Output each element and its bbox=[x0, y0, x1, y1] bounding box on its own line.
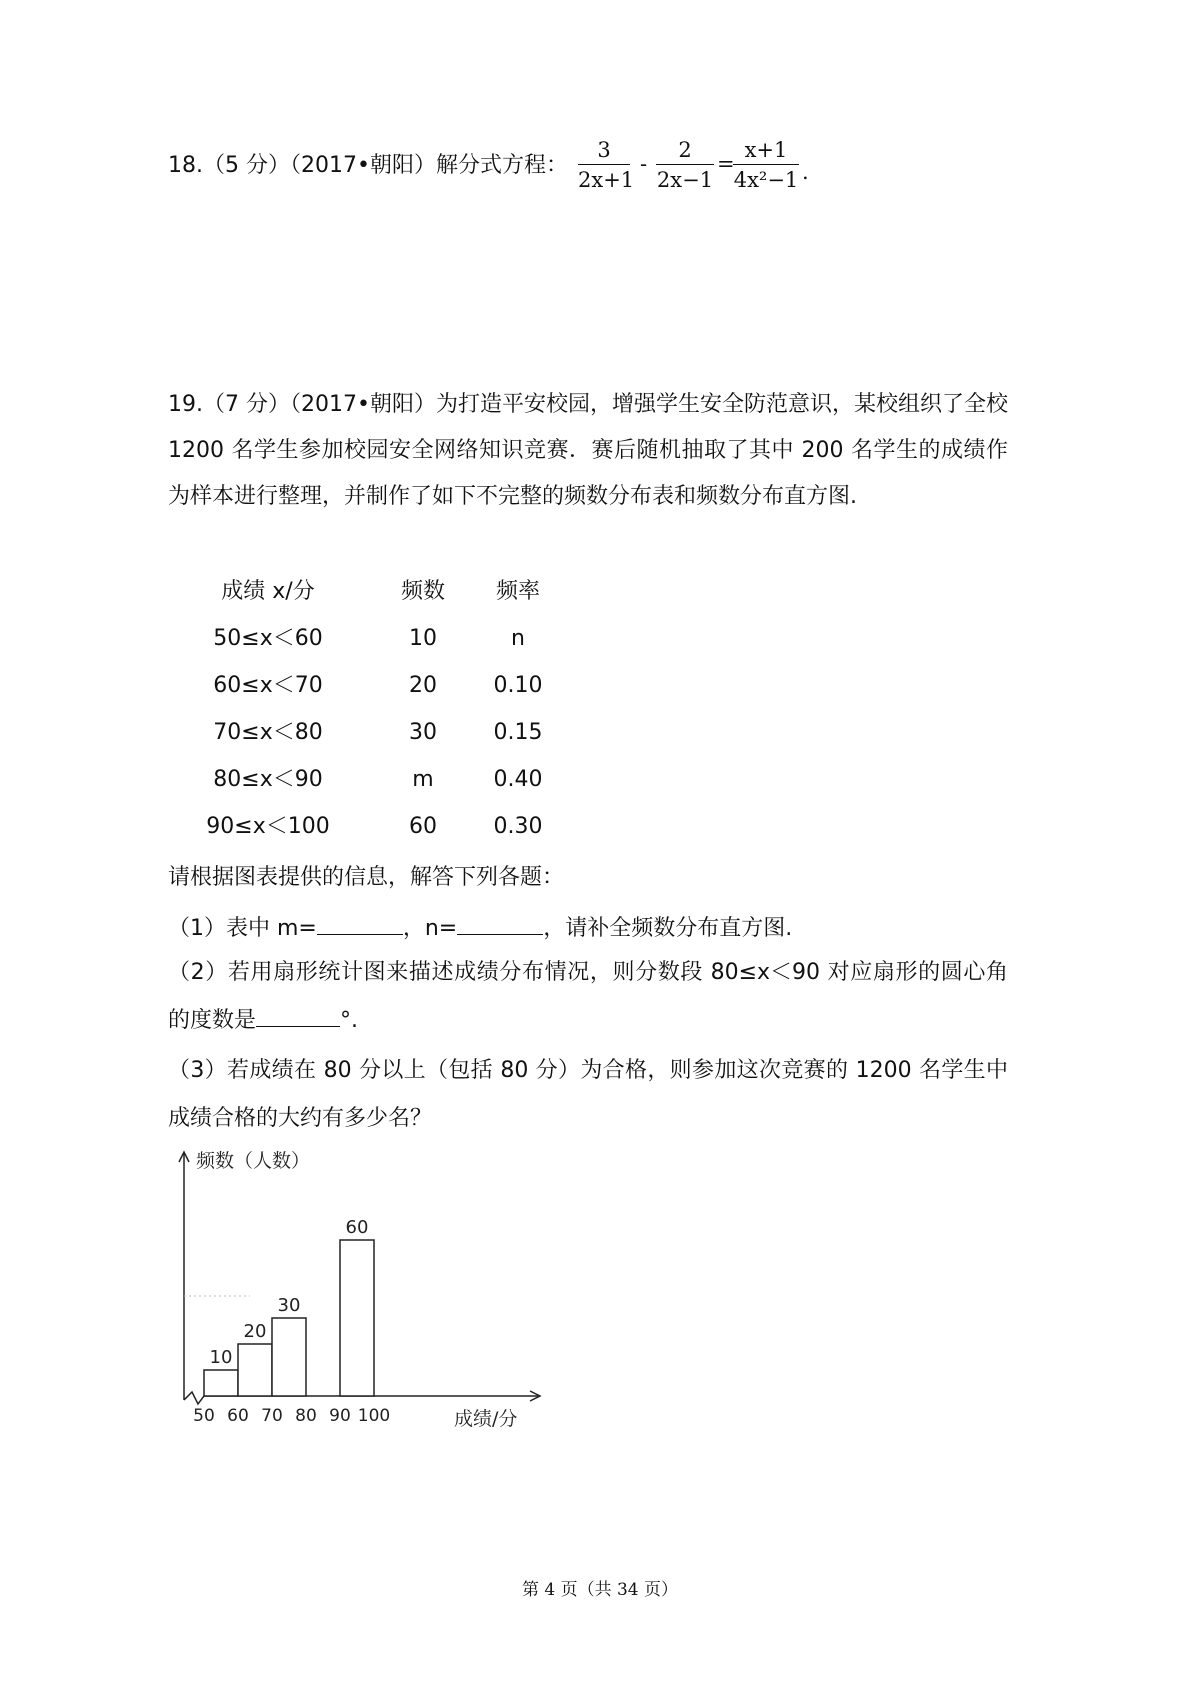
answer-blank-n bbox=[457, 912, 543, 935]
histogram-bar bbox=[204, 1370, 238, 1396]
histogram-bar bbox=[238, 1344, 272, 1396]
q18-fraction-1 bbox=[578, 136, 635, 193]
table-row-frequency: 20 bbox=[409, 673, 437, 698]
table-row-rate: 0.15 bbox=[493, 720, 543, 745]
q19-part1-text-b: ，n= bbox=[402, 916, 458, 941]
frequency-histogram bbox=[170, 1140, 550, 1430]
q18-fraction-3 bbox=[733, 136, 799, 193]
table-row-rate: n bbox=[511, 626, 525, 651]
answer-blank-angle bbox=[256, 1004, 340, 1027]
answer-blank-m bbox=[317, 912, 403, 935]
page-footer: 第 4 页（共 34 页） bbox=[521, 1580, 679, 1600]
table-row-rate: 0.40 bbox=[493, 767, 543, 792]
table-row-frequency: 60 bbox=[409, 814, 437, 839]
table-header-score: 成绩 x/分 bbox=[221, 579, 315, 604]
q19-part2 bbox=[168, 949, 1008, 1045]
q19-part2-text-b: °. bbox=[340, 1008, 359, 1033]
x-tick-label: 90 bbox=[329, 1406, 351, 1426]
bar-data-label: 10 bbox=[209, 1347, 233, 1368]
q18-frac1-numerator: 3 bbox=[597, 138, 611, 162]
q18-prefix: 18.（5 分）（2017•朝阳）解分式方程： bbox=[168, 153, 568, 178]
q18-frac2-denominator: 2x−1 bbox=[656, 168, 714, 192]
table-row-rate: 0.10 bbox=[493, 673, 543, 698]
table-row-range: 60≤x＜70 bbox=[213, 673, 323, 698]
x-tick-label: 80 bbox=[295, 1406, 317, 1426]
q18-frac2-numerator: 2 bbox=[678, 138, 692, 162]
table-row-range: 50≤x＜60 bbox=[213, 626, 323, 651]
x-tick-label: 50 bbox=[193, 1406, 215, 1426]
table-header-rate: 频率 bbox=[495, 579, 540, 604]
bar-data-label: 20 bbox=[243, 1321, 267, 1342]
bar-data-label: 30 bbox=[277, 1295, 301, 1316]
q18-frac3-denominator: 4x²−1 bbox=[733, 168, 799, 192]
q18-frac1-denominator: 2x+1 bbox=[578, 168, 635, 192]
q19-part1-text-c: ，请补全频数分布直方图. bbox=[543, 916, 793, 941]
q19-part3: （3）若成绩在 80 分以上（包括 80 分）为合格，则参加这次竞赛的 1200 名学生中成绩合格的大约有多少名？ bbox=[168, 1058, 1008, 1131]
histogram-bar bbox=[340, 1240, 374, 1396]
q18-minus: - bbox=[640, 152, 648, 176]
table-row-range: 80≤x＜90 bbox=[213, 767, 323, 792]
bar-data-label: 60 bbox=[345, 1217, 369, 1238]
table-row-range: 70≤x＜80 bbox=[213, 720, 323, 745]
q19-intro: 19.（7 分）（2017•朝阳）为打造平安校园，增强学生安全防范意识，某校组织了全校 1200 名学生参加校园安全网络知识竞赛．赛后随机抽取了其中 200 名学生的成绩作为样本进行整理，并制作了如下不完整的频数分布表和频数分布直方图. bbox=[168, 392, 1008, 509]
q19-instruction: 请根据图表提供的信息，解答下列各题： bbox=[168, 865, 565, 890]
x-tick-label: 60 bbox=[227, 1406, 249, 1426]
q18-frac3-numerator: x+1 bbox=[744, 138, 788, 162]
q19-part2-text-a: （2）若用扇形统计图来描述成绩分布情况，则分数段 80≤x＜90 对应扇形的圆心角的度数是 bbox=[168, 960, 1008, 1033]
y-axis-label: 频数（人数） bbox=[196, 1150, 311, 1172]
q19-part1-text-a: （1）表中 m= bbox=[168, 916, 317, 941]
q18-fraction-2 bbox=[656, 136, 714, 193]
table-row-frequency: m bbox=[412, 767, 434, 792]
histogram-bar bbox=[272, 1318, 306, 1396]
table-row-frequency: 10 bbox=[409, 626, 437, 651]
table-row-rate: 0.30 bbox=[493, 814, 543, 839]
q18-equals: = bbox=[717, 152, 735, 176]
q19-part1 bbox=[168, 912, 792, 943]
table-header-frequency: 频数 bbox=[400, 579, 445, 604]
table-row-frequency: 30 bbox=[409, 720, 437, 745]
x-tick-label: 70 bbox=[261, 1406, 283, 1426]
x-tick-label: 100 bbox=[357, 1406, 391, 1426]
axis-break-mark bbox=[184, 1392, 204, 1404]
table-row-range: 90≤x＜100 bbox=[206, 814, 330, 839]
x-axis-label: 成绩/分 bbox=[454, 1408, 518, 1430]
q18-period: . bbox=[802, 160, 809, 184]
